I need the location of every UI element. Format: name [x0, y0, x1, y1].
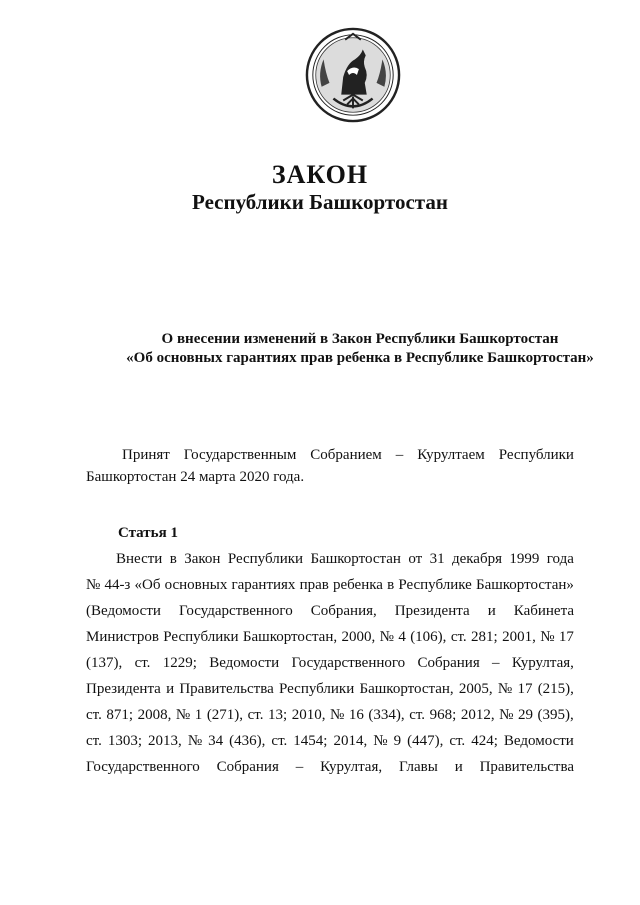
- word: основных: [164, 577, 228, 593]
- article-line: [86, 572, 574, 598]
- word: 2010,: [291, 707, 326, 723]
- word: 44-з: [104, 577, 131, 593]
- word: (137),: [86, 655, 123, 671]
- document-subtitle: Республики Башкортостан: [192, 190, 448, 214]
- word: декабря: [451, 551, 502, 567]
- word: Закон: [184, 551, 221, 567]
- word: (106),: [410, 629, 447, 645]
- article-line: [86, 546, 574, 572]
- word: №: [330, 707, 345, 723]
- word: в: [387, 577, 395, 593]
- word: года: [546, 551, 574, 567]
- article-title: Статья 1: [118, 525, 178, 541]
- adoption-note-line: [86, 444, 574, 466]
- word: в: [169, 551, 177, 567]
- word: –: [295, 759, 304, 775]
- word: 2005,: [458, 681, 493, 697]
- word: 2012,: [460, 707, 495, 723]
- word: 9: [393, 733, 402, 749]
- word: ст.: [271, 733, 288, 749]
- word: ст.: [449, 733, 466, 749]
- word: ребенка: [332, 577, 383, 593]
- word: Государственного: [291, 655, 406, 671]
- word: Республики: [163, 629, 239, 645]
- word: Республики: [227, 551, 304, 567]
- word: 1229;: [162, 655, 197, 671]
- word: (271),: [206, 707, 244, 723]
- word: 281;: [471, 629, 498, 645]
- law-name: [60, 330, 640, 368]
- word: Курултаем: [417, 447, 485, 463]
- article-line: [86, 754, 574, 780]
- word: Внести: [116, 551, 163, 567]
- word: Президента: [86, 681, 161, 697]
- word: 2008,: [137, 707, 172, 723]
- word: 2013,: [148, 733, 182, 749]
- word: 17: [517, 681, 533, 697]
- word: 2000,: [341, 629, 376, 645]
- word: ст.: [409, 707, 426, 723]
- word: Кабинета: [513, 603, 574, 619]
- word: Президента: [394, 603, 470, 619]
- word: Башкортостан,: [242, 629, 338, 645]
- word: от: [408, 551, 423, 567]
- word: Собранием: [310, 447, 382, 463]
- word: ст.: [450, 629, 467, 645]
- word: Государственного: [178, 603, 293, 619]
- word: 968;: [429, 707, 457, 723]
- word: 29: [517, 707, 533, 723]
- word: Республики: [498, 447, 574, 463]
- word: 2001,: [502, 629, 536, 645]
- word: №: [86, 577, 101, 593]
- word: ст.: [134, 655, 151, 671]
- word: 2014,: [333, 733, 368, 749]
- word: Государственного: [86, 759, 200, 775]
- word: ст.: [86, 707, 102, 723]
- word: 1454;: [293, 733, 328, 749]
- article-line: [86, 598, 574, 624]
- law-name-line: «Об основных гарантиях прав ребенка в Республике Башкортостан»: [126, 350, 594, 366]
- word: (395),: [537, 707, 574, 723]
- word: №: [499, 707, 514, 723]
- word: Государственным: [183, 447, 297, 463]
- word: 13;: [268, 707, 288, 723]
- word: и: [487, 603, 496, 619]
- word: (334),: [368, 707, 405, 723]
- word: гарантиях: [231, 577, 296, 593]
- word: прав: [299, 577, 329, 593]
- word: (215),: [537, 681, 574, 697]
- word: 424;: [471, 733, 498, 749]
- word: 1303;: [107, 733, 143, 749]
- word: 16: [348, 707, 364, 723]
- word: (436),: [229, 733, 266, 749]
- word: ст.: [86, 733, 102, 749]
- word: (447),: [407, 733, 444, 749]
- word: Республики: [278, 681, 355, 697]
- word: Республике: [398, 577, 472, 593]
- article-line: [86, 728, 574, 754]
- word: 1: [194, 707, 203, 723]
- word: Министров: [86, 629, 159, 645]
- word: Ведомости: [503, 733, 574, 749]
- word: Правительства: [479, 759, 574, 775]
- word: Башкортостан,: [359, 681, 454, 697]
- word: Курултая,: [320, 759, 383, 775]
- word: Правительства: [179, 681, 274, 697]
- word: 34: [208, 733, 224, 749]
- coat-of-arms-icon: [304, 26, 402, 124]
- article-line: [86, 624, 574, 650]
- adoption-note-line: Башкортостан 24 марта 2020 года.: [86, 469, 305, 485]
- word: Принят: [122, 447, 170, 463]
- word: 4: [398, 629, 406, 645]
- word: №: [373, 733, 388, 749]
- document-title: ЗАКОН: [271, 160, 369, 189]
- word: Собрания: [417, 655, 480, 671]
- article-line: [86, 676, 574, 702]
- word: №: [540, 629, 555, 645]
- word: Собрания,: [310, 603, 377, 619]
- word: Собрания: [216, 759, 279, 775]
- word: и: [454, 759, 463, 775]
- law-name-line: О внесении изменений в Закон Республики Башкортостан: [161, 331, 559, 347]
- word: 17: [558, 629, 574, 645]
- word: ст.: [247, 707, 264, 723]
- article-body: [86, 546, 574, 780]
- word: –: [395, 447, 404, 463]
- article-line: [86, 650, 574, 676]
- word: Башкортостан»: [475, 577, 574, 593]
- adoption-note: [86, 444, 574, 488]
- word: 31: [429, 551, 445, 567]
- word: Главы: [398, 759, 438, 775]
- word: Башкортостан: [310, 551, 401, 567]
- word: №: [175, 707, 191, 723]
- word: 871;: [106, 707, 134, 723]
- word: №: [187, 733, 203, 749]
- word: и: [166, 681, 175, 697]
- word: «Об: [134, 577, 161, 593]
- word: №: [497, 681, 513, 697]
- word: №: [379, 629, 394, 645]
- word: 1999: [509, 551, 540, 567]
- article-line: [86, 702, 574, 728]
- word: Курултая,: [511, 655, 574, 671]
- word: –: [492, 655, 500, 671]
- word: Ведомости: [209, 655, 280, 671]
- word: (Ведомости: [86, 603, 161, 619]
